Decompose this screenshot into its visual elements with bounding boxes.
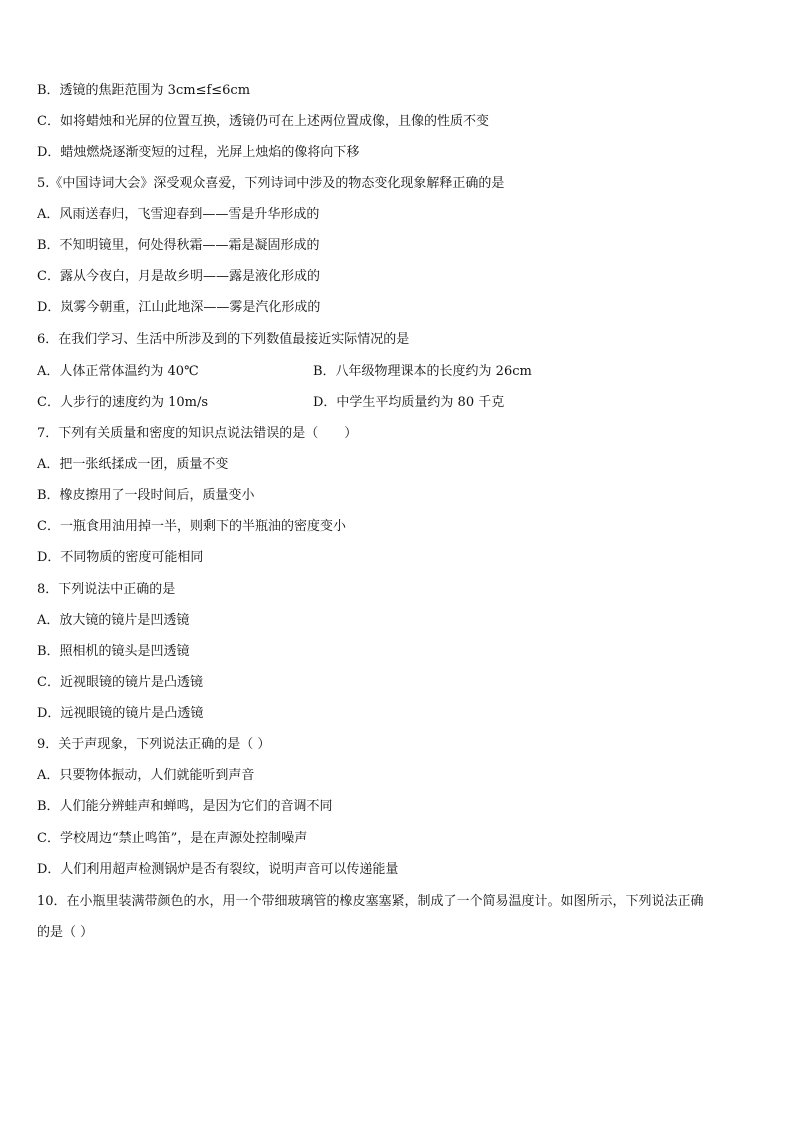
q7-option-a: A．把一张纸揉成一团，质量不变 [37, 457, 229, 472]
q7-option-b: B．橡皮擦用了一段时间后，质量变小 [37, 488, 255, 503]
q6-option-c: C．人步行的速度约为 10m/s [37, 395, 208, 410]
q9-option-a: A．只要物体振动，人们就能听到声音 [37, 768, 255, 783]
q6-option-b: B．八年级物理课本的长度约为 26cm [313, 364, 532, 379]
q10-stem-line1: 10．在小瓶里装满带颜色的水，用一个带细玻璃管的橡皮塞塞紧，制成了一个简易温度计。如图所示，下列说法正确 [37, 894, 704, 909]
q5-stem: 5.《中国诗词大会》深受观众喜爱，下列诗词中涉及的物态变化现象解释正确的是 [37, 176, 505, 191]
q8-option-d: D．远视眼镜的镜片是凸透镜 [37, 706, 204, 721]
q6-option-a: A．人体正常体温约为 40℃ [37, 364, 199, 379]
q8-option-c: C．近视眼镜的镜片是凸透镜 [37, 675, 203, 690]
q4-option-c: C．如将蜡烛和光屏的位置互换，透镜仍可在上述两位置成像，且像的性质不变 [37, 114, 489, 129]
q5-option-d: D．岚雾今朝重，江山此地深——雾是汽化形成的 [37, 300, 321, 315]
q9-option-c: C．学校周边“禁止鸣笛”，是在声源处控制噪声 [37, 831, 308, 846]
q9-stem: 9．关于声现象，下列说法正确的是（ ） [37, 737, 271, 752]
q8-option-b: B．照相机的镜头是凹透镜 [37, 644, 190, 659]
q7-stem: 7．下列有关质量和密度的知识点说法错误的是（ ） [37, 426, 358, 441]
q5-option-c: C．露从今夜白，月是故乡明——露是液化形成的 [37, 269, 320, 284]
q8-option-a: A．放大镜的镜片是凹透镜 [37, 613, 190, 628]
q4-option-b: B．透镜的焦距范围为 3cm≤f≤6cm [37, 83, 251, 98]
q5-option-b: B．不知明镜里，何处得秋霜——霜是凝固形成的 [37, 238, 320, 253]
q7-option-d: D．不同物质的密度可能相同 [37, 550, 204, 565]
q8-stem: 8．下列说法中正确的是 [37, 582, 176, 597]
q5-option-a: A．风雨送春归，飞雪迎春到——雪是升华形成的 [37, 207, 320, 222]
q9-option-d: D．人们利用超声检测锅炉是否有裂纹，说明声音可以传递能量 [37, 862, 399, 877]
q7-option-c: C．一瓶食用油用掉一半，则剩下的半瓶油的密度变小 [37, 519, 346, 534]
q6-option-d: D．中学生平均质量约为 80 千克 [313, 395, 505, 410]
q6-stem: 6．在我们学习、生活中所涉及到的下列数值最接近实际情况的是 [37, 332, 410, 347]
q9-option-b: B．人们能分辨蛙声和蝉鸣，是因为它们的音调不同 [37, 799, 333, 814]
q4-option-d: D．蜡烛燃烧逐渐变短的过程，光屏上烛焰的像将向下移 [37, 145, 360, 160]
q10-stem-line2: 的是（ ） [37, 925, 94, 940]
